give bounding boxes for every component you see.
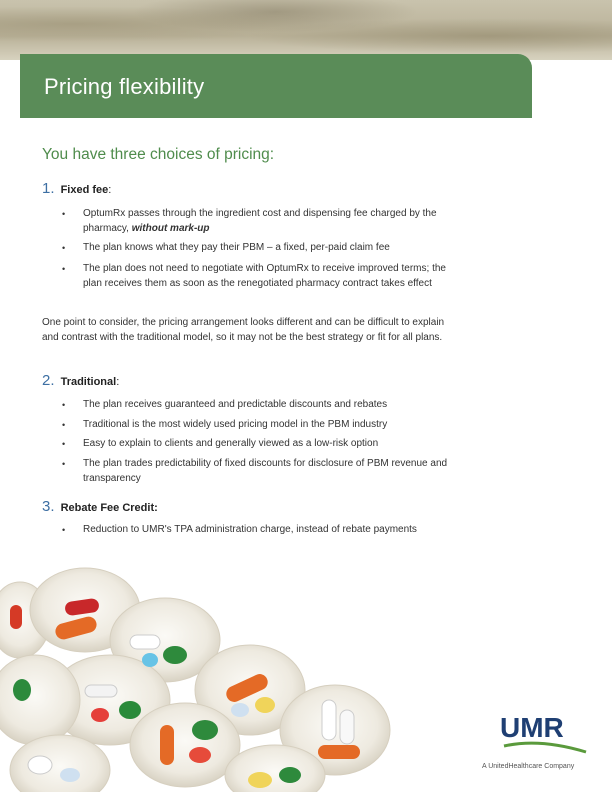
logo-tagline: A UnitedHealthcare Company <box>482 763 575 770</box>
section-label: Rebate Fee Credit: <box>60 502 158 514</box>
bullet-icon: • <box>62 459 66 469</box>
section-heading-traditional <box>42 372 119 389</box>
bullet-icon: • <box>62 525 66 535</box>
list-item-text: Traditional is the most widely used pricing model in the PBM industry <box>83 419 388 430</box>
section-heading-rebate-fee-credit <box>42 498 158 515</box>
list-item-emphasis: without mark-up <box>131 222 210 234</box>
bullet-icon: • <box>62 243 66 253</box>
list-item-text: Reduction to UMR's TPA administration charge, instead of rebate payments <box>83 524 417 535</box>
bullet-icon: • <box>62 420 66 430</box>
bullet-icon: • <box>62 439 66 449</box>
section-heading-fixed-fee <box>42 180 111 197</box>
list-item-text: The plan does not need to negotiate with OptumRx to receive improved terms; the plan receives them as soon as the renegotiated pharmacy contract takes effect <box>83 263 446 289</box>
bullet-icon: • <box>62 264 66 274</box>
list-item-text: The plan knows what they pay their PBM – a fixed, per-paid claim fee <box>83 242 390 253</box>
section-number: 1. <box>42 180 55 197</box>
header-texture <box>0 0 612 60</box>
bullet-icon: • <box>62 209 66 219</box>
list-item-text: The plan trades predictability of fixed discounts for disclosure of PBM revenue and transparency <box>83 458 448 484</box>
logo-wordmark: UMR <box>500 712 564 743</box>
body-paragraph: One point to consider, the pricing arrangement looks different and can be difficult to explain and contrast with the traditional model, so it may not be the best strategy or fit for all plans. <box>42 317 445 343</box>
list-item-text: OptumRx passes through the ingredient cost and dispensing fee charged by the pharmacy, <box>83 208 437 234</box>
section-label: Traditional <box>60 376 117 388</box>
list-item-text: The plan receives guaranteed and predictable discounts and rebates <box>83 399 388 410</box>
section-number: 3. <box>42 498 55 515</box>
section-label: Fixed fee <box>60 184 109 196</box>
section-number: 2. <box>42 372 55 389</box>
list-item-text: Easy to explain to clients and generally viewed as a low-risk option <box>83 438 379 449</box>
bullet-icon: • <box>62 400 66 410</box>
page-title: Pricing flexibility <box>44 74 205 99</box>
section-suffix: : <box>116 376 120 388</box>
subtitle: You have three choices of pricing: <box>42 146 275 163</box>
pill-cups-photo <box>0 560 420 792</box>
section-suffix: : <box>108 184 112 196</box>
